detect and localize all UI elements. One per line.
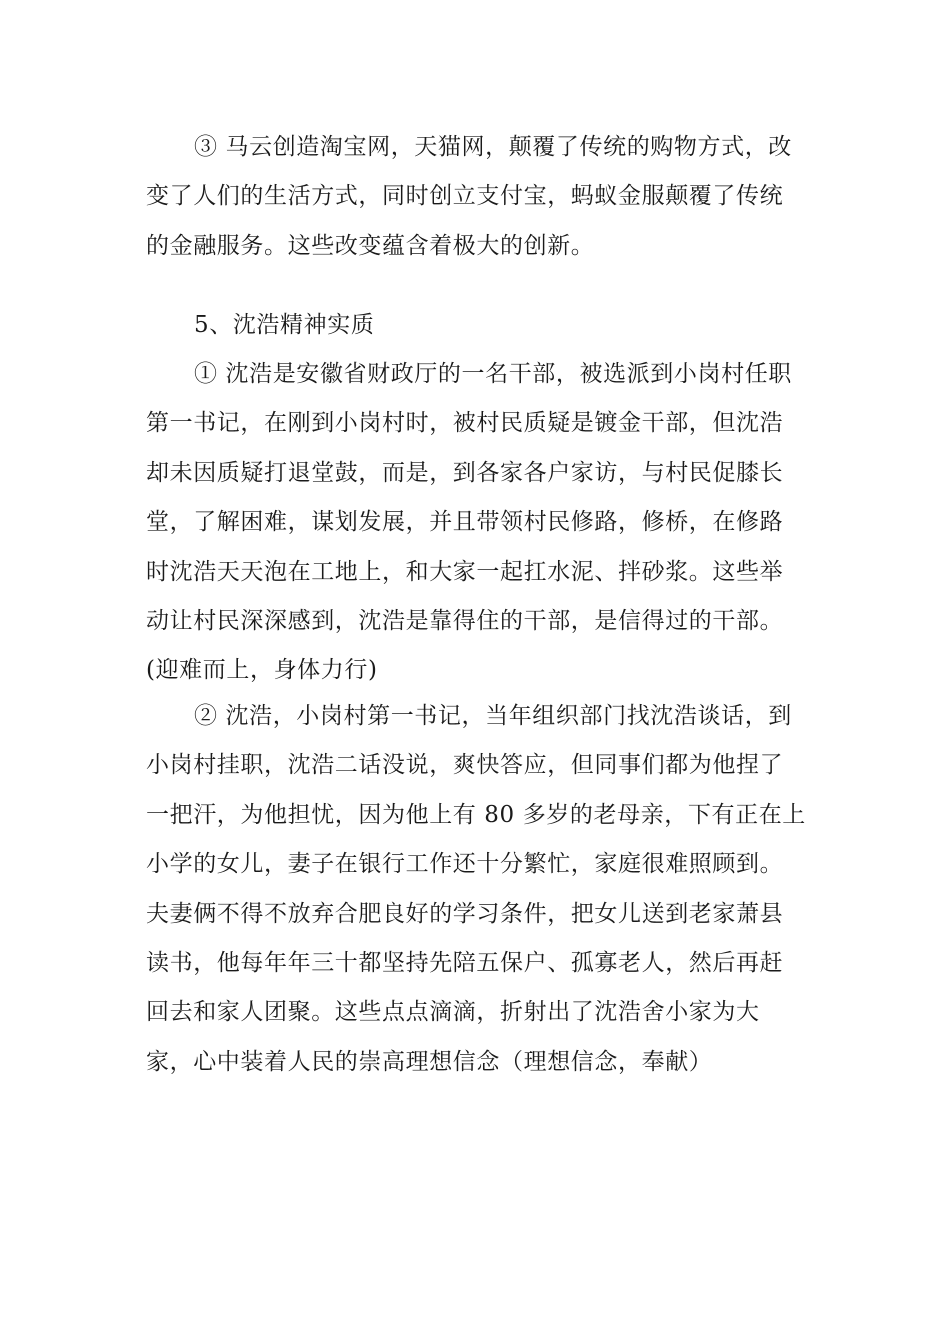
paragraph-shenhao-1: ① 沈浩是安徽省财政厅的一名干部，被选派到小岗村任职第一书记，在刚到小岗村时，被村民质疑是镀金干部，但沈浩却未因质疑打退堂鼓，而是，到各家各户家访，与村民促膝长堂，了解困难，谋划发展，并且带领村民修路，修桥，在修路时沈浩天天泡在工地上，和大家一起扛水泥、拌砂浆。这些举动让村民深深感到，沈浩是靠得住的干部，是信得过的干部。(迎难而上，身体力行) xyxy=(146,361,792,684)
section-heading: 5、沈浩精神实质 xyxy=(194,312,375,338)
paragraph-shenhao-2: ② 沈浩，小岗村第一书记，当年组织部门找沈浩谈话，到小岗村挂职，沈浩二话没说，爽快答应，但同事们都为他捏了一把汗，为他担忧，因为他上有 80 多岁的老母亲，下有正在上小学的女儿，妻子在银行工作还十分繁忙，家庭很难照顾到。夫妻俩不得不放弃合肥良好的学习条件，把女儿送到老家萧县读书，他每年年三十都坚持先陪五保户、孤寡老人，然后再赶回去和家人团聚。这些点点滴滴，折射出了沈浩舍小家为大家，心中装着人民的崇高理想信念（理想信念，奉献） xyxy=(146,703,806,1075)
paragraph-innovation-3: ③ 马云创造淘宝网，天猫网，颠覆了传统的购物方式，改变了人们的生活方式，同时创立支付宝，蚂蚁金服颠覆了传统的金融服务。这些改变蕴含着极大的创新。 xyxy=(146,134,792,259)
